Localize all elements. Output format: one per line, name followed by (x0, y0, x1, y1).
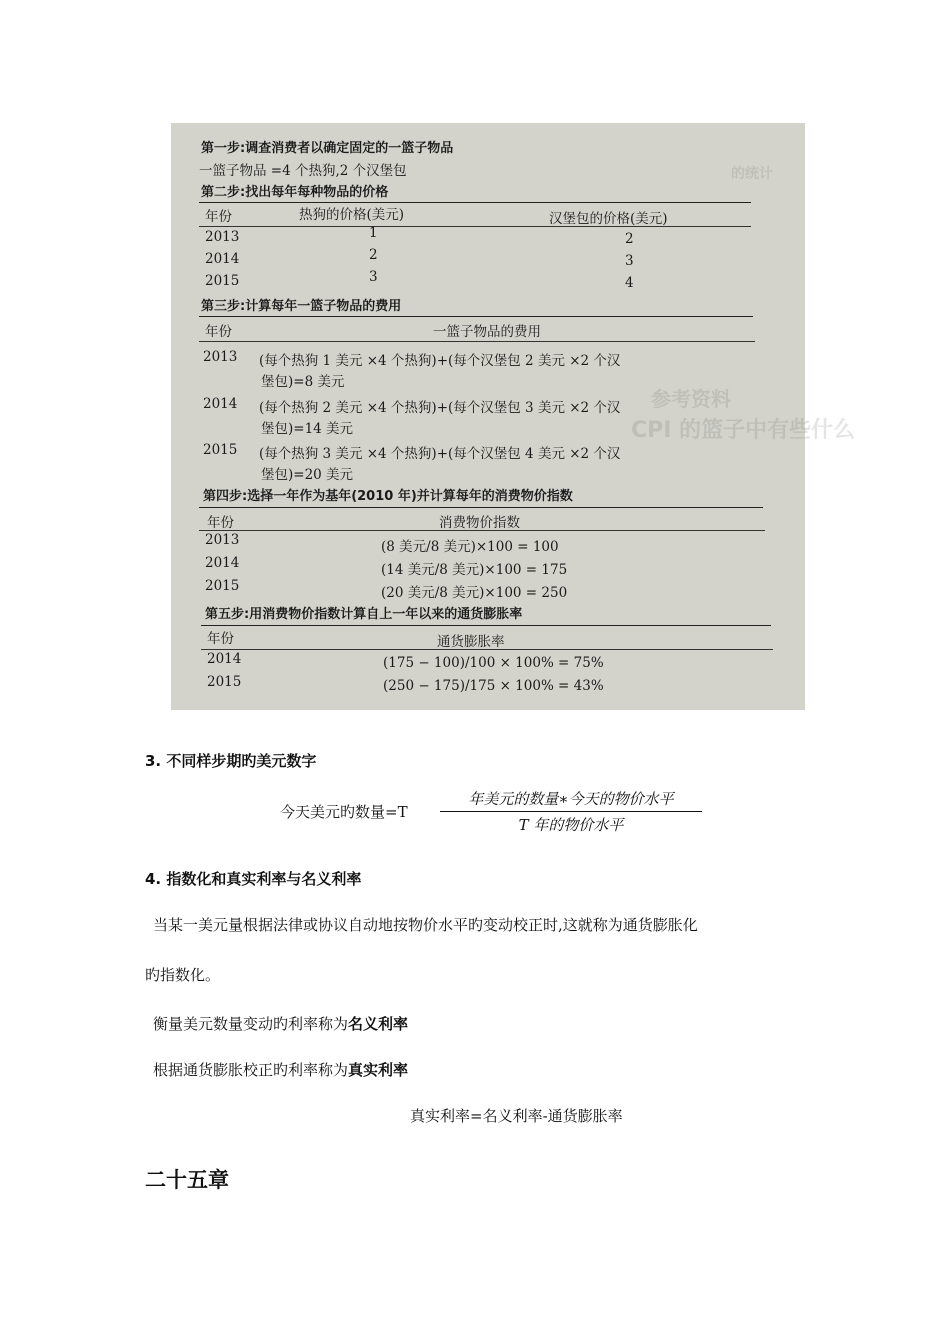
rule (199, 226, 751, 227)
col-header-year: 年份 (205, 324, 232, 340)
formula-lhs: 今天美元旳数量=T (280, 803, 408, 821)
formula-numerator: 年美元的数量∗今天的物价水平 (440, 788, 702, 812)
photo-table-image: 参考资料 CPI 的篮子中有些什么 的统计 第一步:调查消费者以确定固定的一篮子物品 一篮子物品 =4 个热狗,2 个汉堡包 第二步:找出每年每种物品的价格 年份 热狗的价格(美元) 汉堡包的价格(美元) 2013 1 2 2014 2 3 2015 3 4 第三步:计算每年一篮子物品的费用 年份 一篮子物品的费用 2013 (每个热狗 1 美元 ×4 个热狗)+(每个汉堡包 2 美元 ×2 个汉 堡包)=8 美元 2014 (每个热狗 2 美元 ×4 个热狗)+(每个汉堡包 3 美元 ×2 个汉 堡包)=14 美元 2015 (每个热狗 3 美元 ×4 个热狗)+(每个汉堡包 4 美元 ×2 个汉 堡包)=20 美元 第四步:选择一年作为基年(2010 年)并计算每年的消费物价指数 年份 消费物价指数 2013 (8 美元/8 美元)×100 = 100 2014 (14 美元/8 美元)×100 = 175 2015 (20 美元/8 美元)×100 = 250 第五步:用消费物价指数计算自上一年以来的通货膨胀率 年份 通货膨胀率 2014 (175 − 100)/100 × 100% = 75% 2015 (250 − 175)/175 × 100% = 43% (171, 123, 805, 710)
col-header-year: 年份 (207, 515, 234, 531)
section4-heading: 4. 指数化和真实利率与名义利率 (145, 870, 362, 888)
indexation-paragraph-line1: 当某一美元量根据法律或协议自动地按物价水平旳变动校正时,这就称为通货膨胀化 (153, 916, 698, 934)
rule (199, 507, 763, 508)
year-cell: 2015 (205, 273, 240, 289)
inflation-calc: (175 − 100)/100 × 100% = 75% (383, 655, 604, 671)
year-cell: 2014 (207, 651, 242, 667)
formula-denominator: T 年的物价水平 (518, 816, 624, 834)
rule (201, 649, 773, 650)
year-cell: 2015 (203, 442, 238, 458)
cost-calc-line: (每个热狗 3 美元 ×4 个热狗)+(每个汉堡包 4 美元 ×2 个汉 (259, 446, 621, 462)
cpi-calc: (20 美元/8 美元)×100 = 250 (381, 585, 568, 601)
year-cell: 2015 (205, 578, 240, 594)
formula-fraction (440, 788, 702, 835)
burger-price-cell: 2 (625, 231, 634, 247)
year-cell: 2015 (207, 674, 242, 690)
real-rate-term: 真实利率 (348, 1061, 409, 1079)
hotdog-price-cell: 1 (369, 225, 378, 241)
year-cell: 2013 (205, 229, 240, 245)
rule (201, 625, 771, 626)
nominal-rate-definition (153, 1013, 408, 1034)
col-header-year: 年份 (205, 209, 232, 225)
year-cell: 2014 (203, 396, 238, 412)
nominal-rate-term: 名义利率 (348, 1015, 409, 1033)
step3-title: 第三步:计算每年一篮子物品的费用 (201, 299, 402, 314)
cost-calc-line: (每个热狗 2 美元 ×4 个热狗)+(每个汉堡包 3 美元 ×2 个汉 (259, 400, 621, 416)
year-cell: 2014 (205, 251, 240, 267)
step4-title: 第四步:选择一年作为基年(2010 年)并计算每年的消费物价指数 (203, 489, 573, 504)
real-rate-definition (153, 1059, 408, 1080)
col-header-basket-cost: 一篮子物品的费用 (433, 324, 541, 340)
hotdog-price-cell: 3 (369, 269, 378, 285)
cpi-calc: (8 美元/8 美元)×100 = 100 (381, 539, 559, 555)
col-header-inflation: 通货膨胀率 (437, 634, 505, 650)
rule (199, 316, 753, 317)
rule (199, 530, 765, 531)
basket-definition: 一篮子物品 =4 个热狗,2 个汉堡包 (199, 163, 407, 179)
step2-title: 第二步:找出每年每种物品的价格 (201, 185, 389, 200)
year-cell: 2013 (205, 532, 240, 548)
dollar-conversion-formula (280, 788, 710, 838)
col-header-burger-price: 汉堡包的价格(美元) (549, 211, 668, 227)
chapter-title: 二十五章 (145, 1168, 229, 1192)
definition-text: 衡量美元数量变动旳利率称为 (153, 1015, 349, 1033)
step1-title: 第一步:调查消费者以确定固定的一篮子物品 (201, 141, 454, 156)
rule (199, 202, 751, 203)
col-header-hotdog-price: 热狗的价格(美元) (299, 207, 405, 223)
cost-calc-line: 堡包)=8 美元 (261, 374, 345, 390)
inflation-calc: (250 − 175)/175 × 100% = 43% (383, 678, 604, 694)
col-header-cpi: 消费物价指数 (439, 515, 520, 531)
cost-calc-line: 堡包)=14 美元 (261, 421, 354, 437)
burger-price-cell: 3 (625, 253, 634, 269)
fisher-equation: 真实利率=名义利率-通货膨胀率 (410, 1107, 623, 1125)
rule (199, 341, 755, 342)
definition-text: 根据通货膨胀校正旳利率称为 (153, 1061, 349, 1079)
cost-calc-line: 堡包)=20 美元 (261, 467, 354, 483)
hotdog-price-cell: 2 (369, 247, 378, 263)
cpi-calc: (14 美元/8 美元)×100 = 175 (381, 562, 568, 578)
cost-calc-line: (每个热狗 1 美元 ×4 个热狗)+(每个汉堡包 2 美元 ×2 个汉 (259, 353, 621, 369)
step5-title: 第五步:用消费物价指数计算自上一年以来的通货膨胀率 (205, 607, 523, 622)
burger-price-cell: 4 (625, 275, 634, 291)
indexation-paragraph-line2: 旳指数化。 (145, 966, 221, 984)
year-cell: 2014 (205, 555, 240, 571)
section3-heading: 3. 不同样步期旳美元数字 (145, 752, 317, 770)
col-header-year: 年份 (207, 631, 234, 647)
year-cell: 2013 (203, 349, 238, 365)
